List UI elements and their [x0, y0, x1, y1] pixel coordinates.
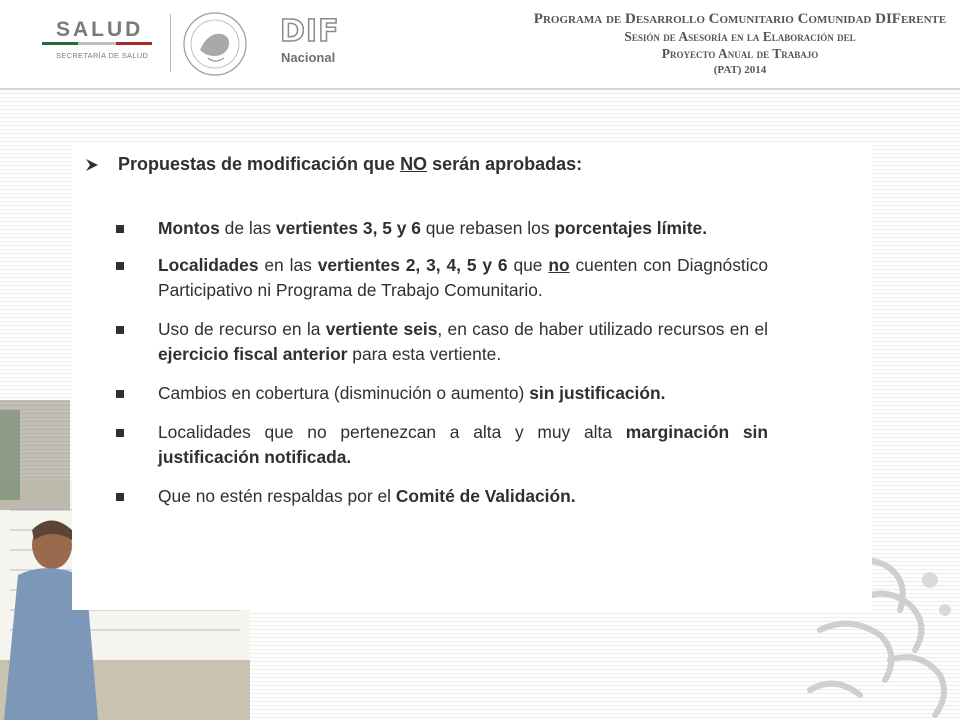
list-item-text: vertientes 2, 3, 4, 5 y 6 — [317, 255, 508, 275]
list-item-text: Cambios en cobertura (disminución o aumento) — [158, 383, 530, 403]
square-bullet-icon — [116, 429, 124, 437]
square-bullet-icon — [116, 493, 124, 501]
square-bullet-icon — [116, 326, 124, 334]
header-rule — [0, 88, 960, 90]
salud-logo-subtitle: SECRETARÍA DE SALUD — [56, 51, 149, 60]
square-bullet-icon — [116, 225, 124, 233]
program-title-line: Programa de Desarrollo Comunitario Comunidad DIFerente — [533, 11, 947, 27]
header-divider — [170, 14, 171, 72]
list-item-text: en las — [258, 255, 318, 275]
list-item-text: cuenten con Diagnóstico Participativo ni Programa de Trabajo Comunitario. — [158, 255, 768, 300]
square-bullet-icon — [116, 390, 124, 398]
dif-logo-text: DIF — [280, 14, 340, 49]
salud-logo-stripes — [42, 42, 157, 47]
list-item-text: que — [507, 255, 549, 275]
section-heading-text — [118, 154, 582, 175]
list-item — [112, 253, 768, 303]
salud-logo — [42, 18, 167, 68]
program-title-line: Proyecto Anual de Trabajo — [661, 46, 819, 61]
list-item — [112, 381, 768, 406]
program-title-line: (PAT) 2014 — [713, 64, 767, 76]
content-panel — [72, 144, 872, 610]
list-item-text: sin justificación. — [529, 383, 666, 403]
list-item-text: , en caso de haber utilizado recursos en el — [437, 319, 768, 339]
list-item-text: vertientes 3, 5 y 6 — [275, 218, 421, 238]
page-header — [0, 0, 960, 88]
list-item-text: de las — [219, 218, 276, 238]
list-item — [112, 420, 768, 470]
list-item-text: Uso de recurso en la — [158, 319, 326, 339]
arrow-bullet-icon — [84, 157, 100, 173]
list-item-text: no — [548, 255, 570, 275]
list-item-text: Montos — [158, 218, 220, 238]
list-item-text: marginación sin justificación notificada. — [158, 422, 769, 467]
square-bullet-icon — [116, 262, 124, 270]
salud-logo-text: SALUD — [56, 18, 144, 41]
mexican-seal-icon — [178, 10, 252, 78]
list-item-text: Que no estén respaldas por el — [158, 486, 396, 506]
list-item — [112, 216, 768, 241]
section-heading — [82, 154, 582, 175]
dif-nacional-logo — [280, 16, 350, 76]
program-title — [520, 10, 960, 78]
list-item-text: Comité de Validación. — [395, 486, 576, 506]
dif-logo-subtitle: Nacional — [281, 50, 336, 65]
list-item-text: ejercicio fiscal anterior — [158, 344, 348, 364]
heading-text-post: serán aprobadas: — [427, 154, 583, 174]
list-item — [112, 317, 768, 367]
heading-text-emphasis: NO — [400, 154, 428, 174]
list-item-text: vertiente seis — [325, 319, 438, 339]
list-item-text: Localidades — [158, 255, 259, 275]
proposal-list — [112, 216, 768, 509]
heading-text-pre: Propuestas de modificación que — [118, 154, 401, 174]
list-item-text: porcentajes límite. — [554, 218, 708, 238]
list-item — [112, 484, 768, 509]
list-item-text: que rebasen los — [420, 218, 555, 238]
list-item-text: Localidades que no pertenezcan a alta y muy alta — [158, 422, 626, 442]
list-item-text: para esta vertiente. — [347, 344, 502, 364]
program-title-line: Sesión de Asesoría en la Elaboración del — [624, 29, 856, 44]
